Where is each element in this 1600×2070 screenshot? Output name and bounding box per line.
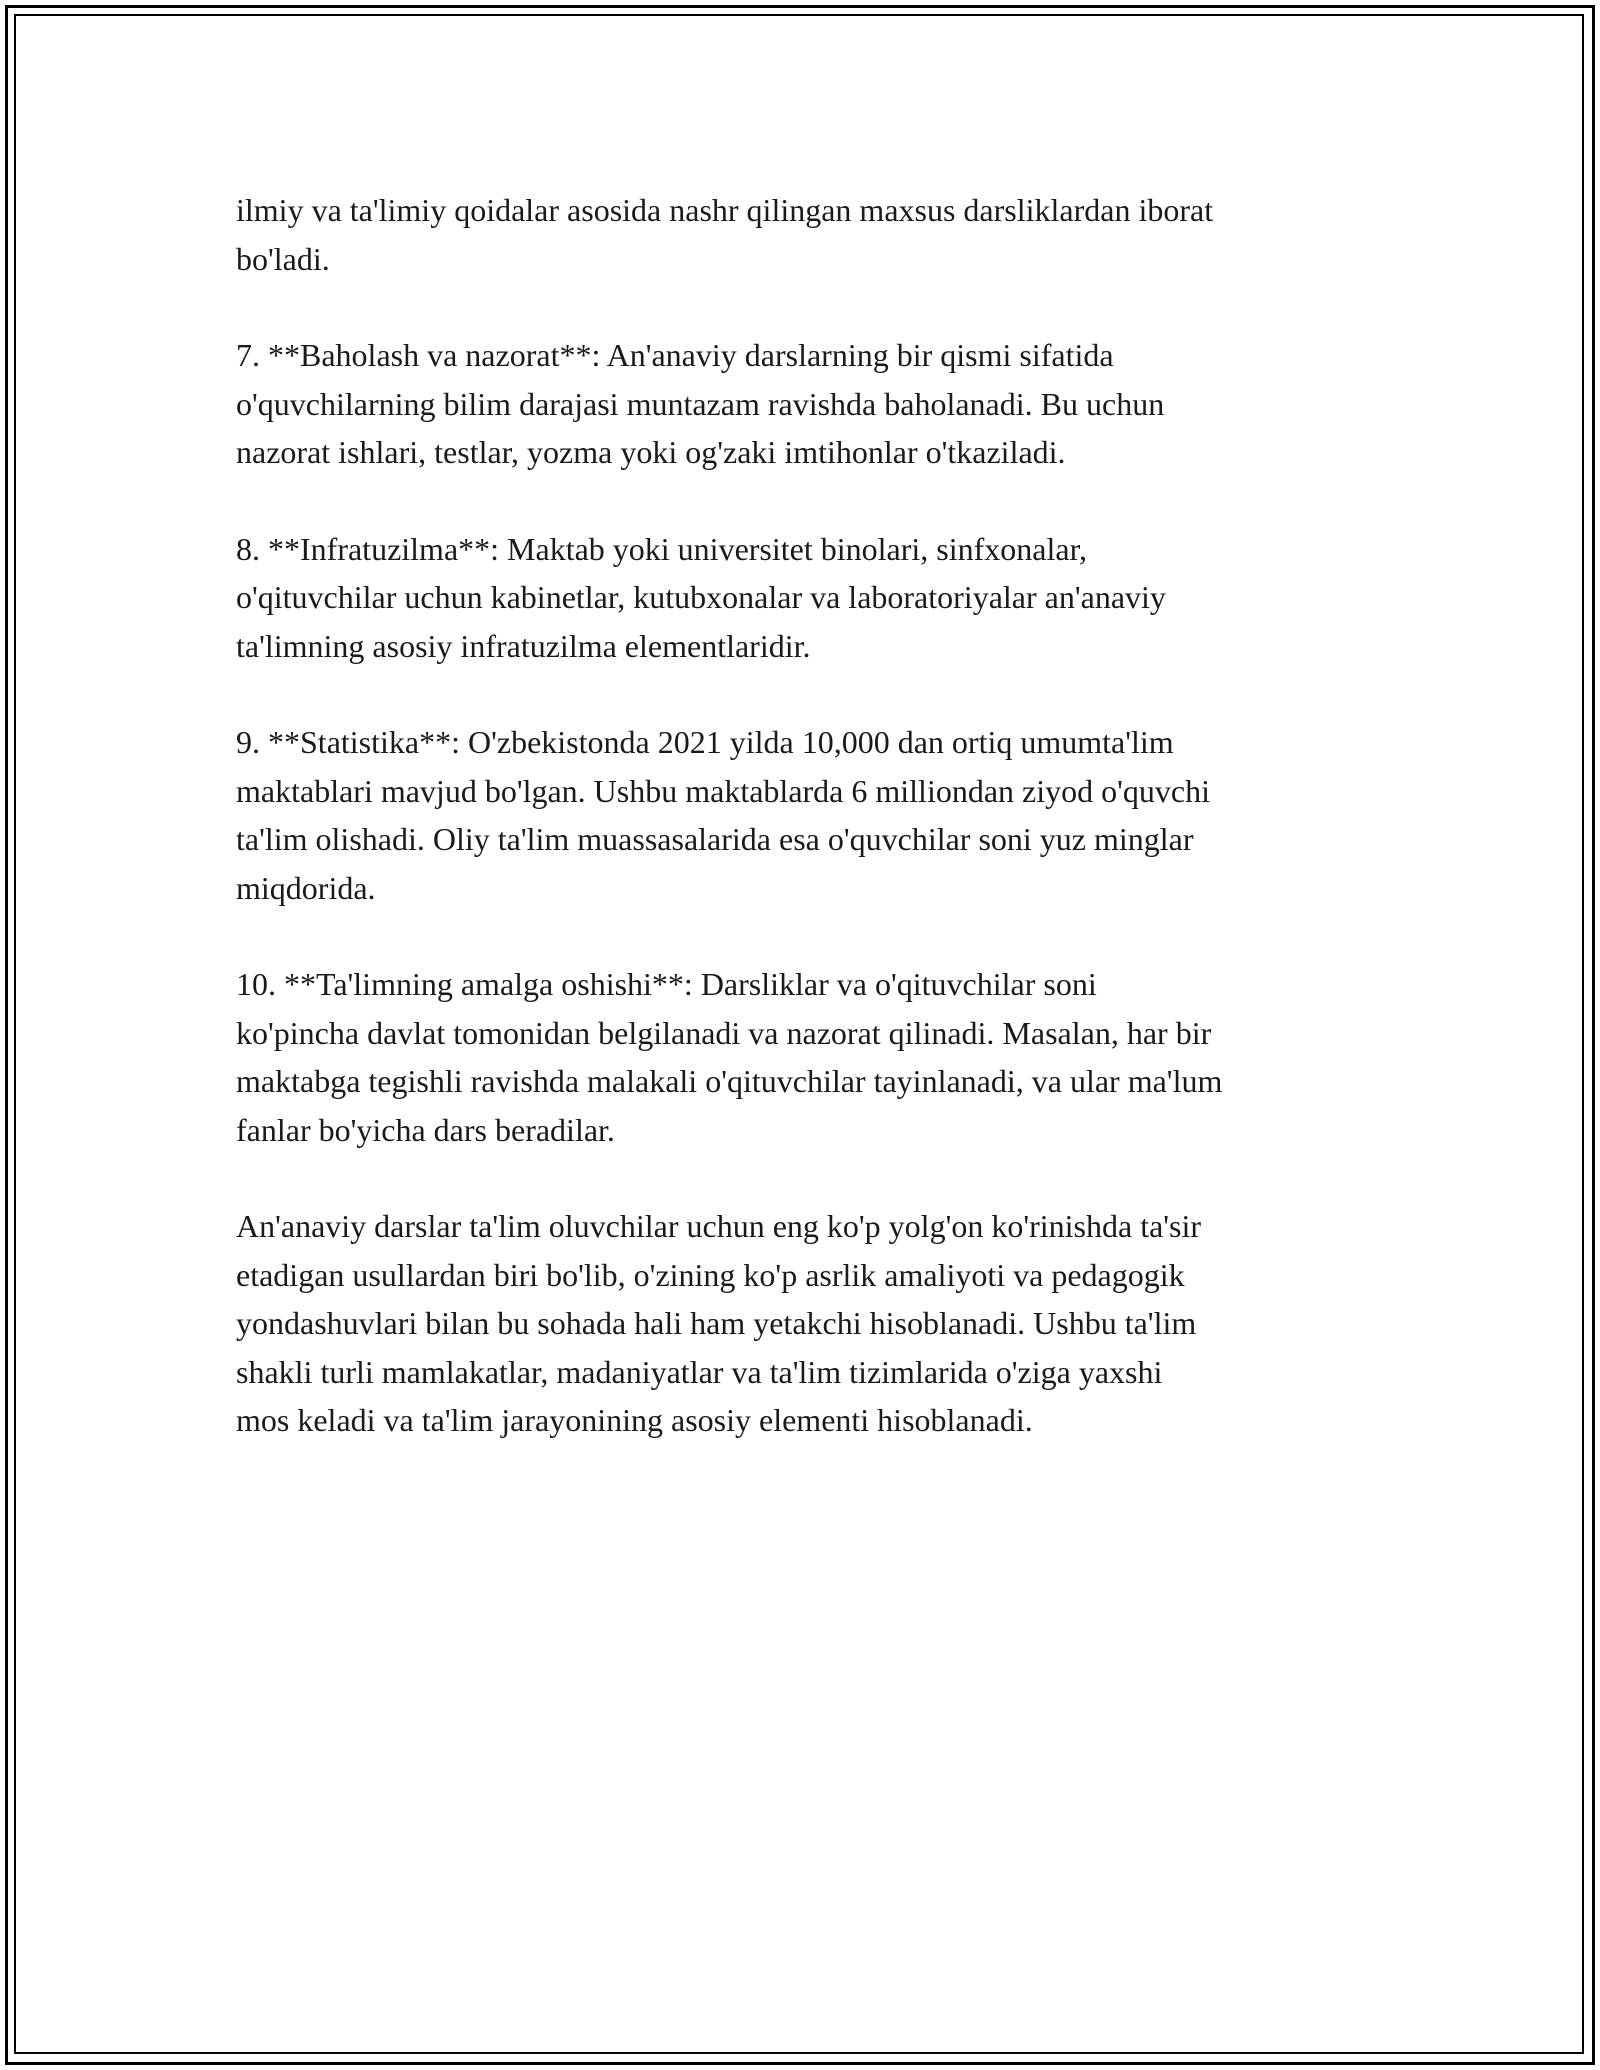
paragraph-item-10 xyxy=(236,960,1426,1154)
text-line: yondashuvlari bilan bu sohada hali ham yetakchi hisoblanadi. Ushbu ta'lim xyxy=(236,1305,1197,1341)
text-line: ilmiy va ta'limiy qoidalar asosida nashr qilingan maxsus darsliklardan iborat xyxy=(236,192,1214,228)
paragraph-continuation xyxy=(236,186,1426,283)
text-line: 7. **Baholash va nazorat**: An'anaviy darslarning bir qismi sifatida xyxy=(236,337,1114,373)
text-line: maktabga tegishli ravishda malakali o'qituvchilar tayinlanadi, va ular ma'lum xyxy=(236,1063,1223,1099)
text-line: nazorat ishlari, testlar, yozma yoki og'zaki imtihonlar o'tkaziladi. xyxy=(236,434,1066,470)
text-line: shakli turli mamlakatlar, madaniyatlar va ta'lim tizimlarida o'ziga yaxshi xyxy=(236,1353,1163,1390)
text-line: mos keladi va ta'lim jarayonining asosiy elementi hisoblanadi. xyxy=(236,1402,1033,1438)
document-body xyxy=(236,186,1426,1493)
paragraph-conclusion xyxy=(236,1202,1426,1445)
text-line: An'anaviy darslar ta'lim oluvchilar uchun eng ko'p yolg'on ko'rinishda ta'sir xyxy=(236,1208,1202,1244)
text-line: miqdorida. xyxy=(236,869,376,906)
text-line: ko'pincha davlat tomonidan belgilanadi va nazorat qilinadi. Masalan, har bir xyxy=(236,1014,1212,1051)
text-line: etadigan usullardan biri bo'lib, o'zining ko'p asrlik amaliyoti va pedagogik xyxy=(236,1256,1185,1293)
text-line: 10. **Ta'limning amalga oshishi**: Darsliklar va o'qituvchilar soni xyxy=(236,966,1097,1002)
text-line: fanlar bo'yicha dars beradilar. xyxy=(236,1111,615,1148)
text-line: o'qituvchilar uchun kabinetlar, kutubxonalar va laboratoriyalar an'anaviy xyxy=(236,579,1166,615)
paragraph-item-7 xyxy=(236,331,1426,477)
text-line: 8. **Infratuzilma**: Maktab yoki universitet binolari, sinfxonalar, xyxy=(236,530,1087,567)
text-line: o'quvchilarning bilim darajasi muntazam ravishda baholanadi. Bu uchun xyxy=(236,385,1165,422)
text-line: 9. **Statistika**: O'zbekistonda 2021 yilda 10,000 dan ortiq umumta'lim xyxy=(236,724,1174,760)
text-line: maktablari mavjud bo'lgan. Ushbu maktablarda 6 milliondan ziyod o'quvchi xyxy=(236,772,1210,809)
text-line: ta'lim olishadi. Oliy ta'lim muassasalarida esa o'quvchilar soni yuz minglar xyxy=(236,821,1194,857)
text-line: ta'limning asosiy infratuzilma elementlaridir. xyxy=(236,627,811,664)
text-line: bo'ladi. xyxy=(236,240,330,277)
paragraph-item-9 xyxy=(236,718,1426,912)
paragraph-item-8 xyxy=(236,525,1426,671)
